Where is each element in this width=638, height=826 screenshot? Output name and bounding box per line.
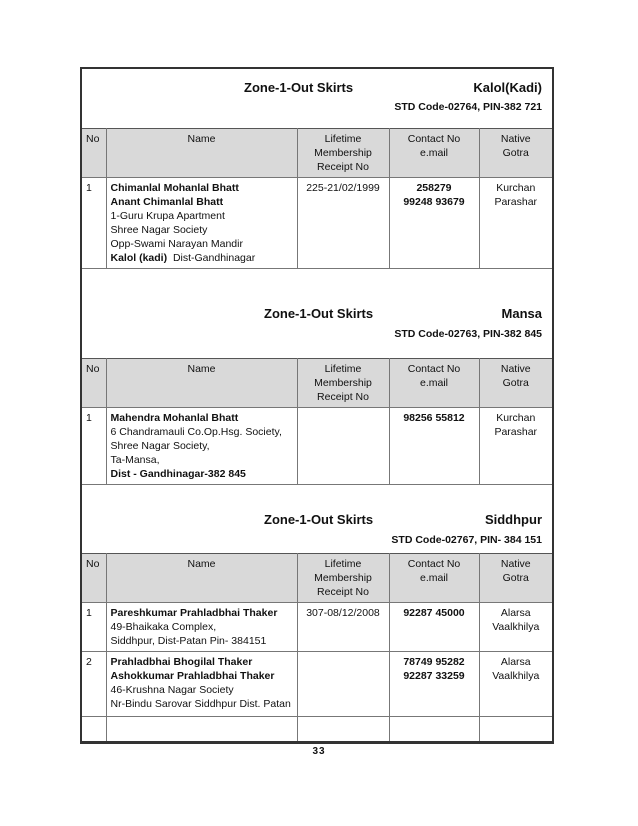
header-gotra: Native Gotra xyxy=(479,554,552,603)
table-header-row xyxy=(82,129,552,178)
zone-header xyxy=(82,485,552,553)
zone-title: Zone-1-Out Skirts xyxy=(264,512,374,527)
contact-no: 78749 95282 92287 33259 xyxy=(389,652,479,717)
table-row xyxy=(82,408,552,485)
contact-no: 98256 55812 xyxy=(389,408,479,485)
header-contact: Contact No e.mail xyxy=(389,554,479,603)
row-no: 1 xyxy=(82,603,106,652)
zone-header xyxy=(82,269,552,358)
header-membership: Lifetime Membership Receipt No xyxy=(297,554,389,603)
page-number: 33 xyxy=(312,746,326,757)
table-row xyxy=(82,178,552,269)
native-gotra: Alarsa Vaalkhilya xyxy=(479,603,552,652)
page-frame xyxy=(80,67,554,744)
row-no: 1 xyxy=(82,178,106,269)
header-membership: Lifetime Membership Receipt No xyxy=(297,129,389,178)
std-code: STD Code-02767, PIN- 384 151 xyxy=(391,534,542,546)
header-gotra: Native Gotra xyxy=(479,129,552,178)
members-table xyxy=(82,553,552,744)
zone-location: Mansa xyxy=(501,306,542,321)
zone-title: Zone-1-Out Skirts xyxy=(264,306,374,321)
table-header-row xyxy=(82,554,552,603)
empty-cell xyxy=(479,717,552,745)
members-table xyxy=(82,128,552,269)
contact-no: 92287 45000 xyxy=(389,603,479,652)
table-row xyxy=(82,652,552,717)
zone-location: Siddhpur xyxy=(484,512,542,527)
header-no: No xyxy=(82,554,106,603)
std-code: STD Code-02763, PIN-382 845 xyxy=(394,328,542,340)
section-mansa xyxy=(82,269,552,485)
header-name: Name xyxy=(106,554,297,603)
header-contact: Contact No e.mail xyxy=(389,129,479,178)
members-table xyxy=(82,358,552,485)
empty-cell xyxy=(389,717,479,745)
row-no: 1 xyxy=(82,408,106,485)
member-name-address: Prahladbhai Bhogilal Thaker Ashokkumar Prahladbhai Thaker 46-Krushna Nagar Society Nr-Bindu Sarovar Siddhpur Dist. Patan xyxy=(106,652,297,717)
empty-cell xyxy=(106,717,297,745)
receipt-no: 225-21/02/1999 xyxy=(297,178,389,269)
std-code: STD Code-02764, PIN-382 721 xyxy=(394,101,542,113)
receipt-no: 307-08/12/2008 xyxy=(297,603,389,652)
table-header-row xyxy=(82,359,552,408)
receipt-no xyxy=(297,652,389,717)
header-no: No xyxy=(82,359,106,408)
native-gotra: Kurchan Parashar xyxy=(479,408,552,485)
section-siddhpur xyxy=(82,485,552,744)
header-no: No xyxy=(82,129,106,178)
zone-title: Zone-1-Out Skirts xyxy=(244,80,354,95)
table-row xyxy=(82,603,552,652)
empty-cell xyxy=(297,717,389,745)
empty-cell xyxy=(82,717,106,745)
header-name: Name xyxy=(106,129,297,178)
zone-header xyxy=(82,69,552,128)
header-name: Name xyxy=(106,359,297,408)
header-gotra: Native Gotra xyxy=(479,359,552,408)
member-name-address: Pareshkumar Prahladbhai Thaker 49-Bhaikaka Complex, Siddhpur, Dist-Patan Pin- 384151 xyxy=(106,603,297,652)
native-gotra: Kurchan Parashar xyxy=(479,178,552,269)
member-name-address: Mahendra Mohanlal Bhatt 6 Chandramauli Co.Op.Hsg. Society, Shree Nagar Society, Ta-Mansa, Dist - Gandhinagar-382 845 xyxy=(106,408,297,485)
receipt-no xyxy=(297,408,389,485)
header-contact: Contact No e.mail xyxy=(389,359,479,408)
native-gotra: Alarsa Vaalkhilya xyxy=(479,652,552,717)
row-no: 2 xyxy=(82,652,106,717)
section-kalol xyxy=(82,69,552,269)
zone-location: Kalol(Kadi) xyxy=(473,80,542,95)
member-name-address: Chimanlal Mohanlal Bhatt Anant Chimanlal Bhatt 1-Guru Krupa Apartment Shree Nagar Society Opp-Swami Narayan Mandir Kalol (kadi) Dist-Gandhinagar xyxy=(106,178,297,269)
table-row-empty xyxy=(82,717,552,745)
contact-no: 258279 99248 93679 xyxy=(389,178,479,269)
header-membership: Lifetime Membership Receipt No xyxy=(297,359,389,408)
